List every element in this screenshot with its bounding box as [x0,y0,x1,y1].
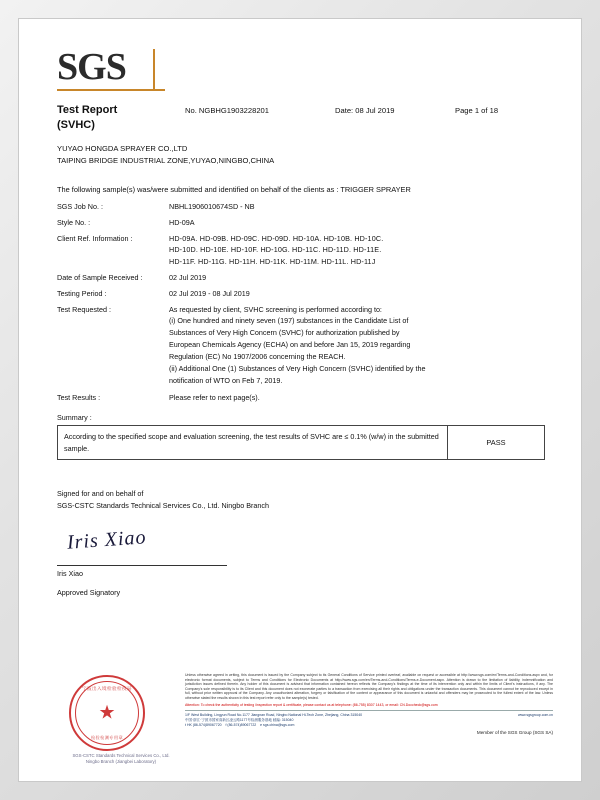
signature-line [57,565,227,566]
testing-period-value: 02 Jul 2019 - 08 Jul 2019 [169,288,250,298]
style-no-value: HD-09A [169,218,195,228]
summary-box [57,425,545,460]
signature-block [57,488,545,599]
test-requested-line: notification of WTO on Feb 7, 2019. [169,375,283,385]
style-no-label: Style No. : [57,218,91,228]
logo-slash-icon [153,49,155,91]
footer-address-cn: 中国·浙江·宁波市国家高新区凌云路1177号检测服务基地 邮编: 315040 [185,718,294,723]
legal-disclaimer [185,673,553,736]
status-badge: PASS [486,438,506,448]
seal-top-text: 宁波出入境检验检疫局 [82,686,132,691]
test-results-value: Please refer to next page(s). [169,392,260,402]
footer-address-en: 1/F West Building, Lingyun Road No.1177 Jiangnan Road, Ningbo National Hi-Tech Zone, Zhejiang, China 315040 [185,713,363,718]
client-address: TAIPING BRIDGE INDUSTRIAL ZONE,YUYAO,NINGBO,CHINA [57,156,275,165]
table-row [57,199,545,215]
job-no-value: NBHL1906010674SD - NB [169,202,255,212]
test-requested-line: Substances of Very High Concern (SVHC) for authorization published by [169,328,400,338]
seal-bottom-text: 检验检测专用章 [90,735,124,740]
report-meta [185,103,545,115]
test-requested-line: (ii) Additional One (1) Substances of Very High Concern (SVHC) identified by the [169,364,426,374]
client-ref-values [169,231,545,270]
stamp-caption-line2: Ningbo Branch (Jiangbei Laboratory) [85,759,157,764]
sgs-logo-block [57,47,545,97]
date-received-value: 02 Jul 2019 [169,272,207,282]
stamp-caption [57,753,185,765]
summary-label: Summary : [57,413,92,423]
table-row [57,301,545,389]
footer-phone: t HK (86-574)89067720 [185,723,222,728]
official-stamp-block [57,673,185,769]
client-ref-line: HD-11F. HD-11G. HD-11H. HD-11K. HD-11M. HD-11L. HD-11J [169,256,376,266]
footer-email: e sgs.china@sgs.com [260,723,295,728]
client-name: YUYAO HONGDA SPRAYER CO.,LTD [57,144,188,153]
job-no-label: SGS Job No. : [57,202,103,212]
testing-period-label: Testing Period : [57,288,107,298]
report-title: Test Report [57,104,118,116]
signer-name: Iris Xiao [57,569,83,579]
signed-for-line1: Signed for and on behalf of [57,489,144,499]
test-requested-label: Test Requested : [57,304,111,314]
footer-contact [185,723,553,728]
logo-underline-icon [57,89,165,91]
client-ref-label: Client Ref. Information : [57,233,133,243]
signer-role: Approved Signatory [57,588,121,598]
details-table [57,199,545,405]
footer-member: Member of the SGS Group (SGS SA) [476,730,553,736]
page-title [57,103,185,133]
table-row [57,215,545,231]
report-date: Date: 08 Jul 2019 [335,106,395,115]
client-ref-line: HD-09A. HD-09B. HD-09C. HD-09D. HD-10A. HD-10B. HD-10C. [169,233,384,243]
table-row [57,285,545,301]
test-requested-line: European Chemicals Agency (ECHA) on and before Jan 15, 2019 regarding [169,340,411,350]
client-block [57,143,545,167]
star-icon: ★ [98,702,116,724]
test-results-label: Test Results : [57,392,101,402]
table-row [57,270,545,286]
stamp-caption-line1: SGS-CSTC Standards Technical Services Co., Ltd. [72,753,170,758]
page-footer [57,673,553,769]
page-number: Page 1 of 18 [455,106,499,115]
report-page [19,19,582,782]
footer-fax: f (86-574)89067722 [225,723,257,728]
sample-intro: The following sample(s) was/were submitted and identified on behalf of the clients as : TRIGGER SPRAYER [57,185,411,194]
footer-address [185,710,553,728]
test-requested-line: As requested by client, SVHC screening is performed according to: [169,304,382,314]
report-subtitle: (SVHC) [57,119,95,131]
signed-for-line2: SGS-CSTC Standards Technical Services Co., Ltd. Ningbo Branch [57,500,269,510]
test-requested-line: Regulation (EC) No 1907/2006 concerning the REACH. [169,352,346,362]
document-canvas [18,18,582,782]
report-header [57,103,545,133]
legal-text: Unless otherwise agreed in writing, this document is issued by the Company subject to its General Conditions of Service printed overleaf, available on request or accessible at http://www.sgs.com/en/Terms-and-Conditions.aspx and, for electronic format documents, subject to Terms and Conditions for Electronic Documents at http://www.sgs.com/en/Terms-and-Conditions/Terms-e-Document.aspx. Attention is drawn to the limitation of liability, indemnification and jurisdiction issues defined therein. Any holder of this document is advised that information contained hereon reflects the Company's findings at the time of its intervention only and within the limits of Client's instructions, if any. The Company's sole responsibility is to its Client and this document does not exonerate parties to a transaction from exercising all their rights and obligations under the transaction documents. This document cannot be reproduced except in full, without prior written approval of the Company. Any unauthorized alteration, forgery or falsification of the content or appearance of this document is unlawful and offenders may be prosecuted to the fullest extent of the law. Unless otherwise stated the results shown in this test report refer only to the sample(s) tested. [185,673,553,700]
signature-area [57,526,267,579]
report-number: No. NGBHG1903228201 [185,106,270,115]
handwritten-signature: Iris Xiao [66,526,148,554]
table-row [57,231,545,270]
attention-text: Attention: To check the authenticity of testing /inspection report & certificate, please contact us at telephone: (86-755) 8307 1443, or email: CN.Doccheck@sgs.com [185,702,438,707]
test-requested-values [169,301,545,389]
table-row [57,389,545,405]
footer-web: www.sgsgroup.com.cn [517,713,553,718]
client-ref-line: HD-10D. HD-10E. HD-10F. HD-10G. HD-11C. HD-11D. HD-11E. [169,245,382,255]
test-requested-line: (i) One hundred and ninety seven (197) substances in the Candidate List of [169,316,409,326]
sgs-logo-text: SGS [57,46,126,88]
summary-text: According to the specified scope and evaluation screening, the test results of SVHC are ≤ 0.1% (w/w) in the submitted sample. [58,426,448,459]
red-seal-icon [69,675,145,751]
date-received-label: Date of Sample Received : [57,272,143,282]
